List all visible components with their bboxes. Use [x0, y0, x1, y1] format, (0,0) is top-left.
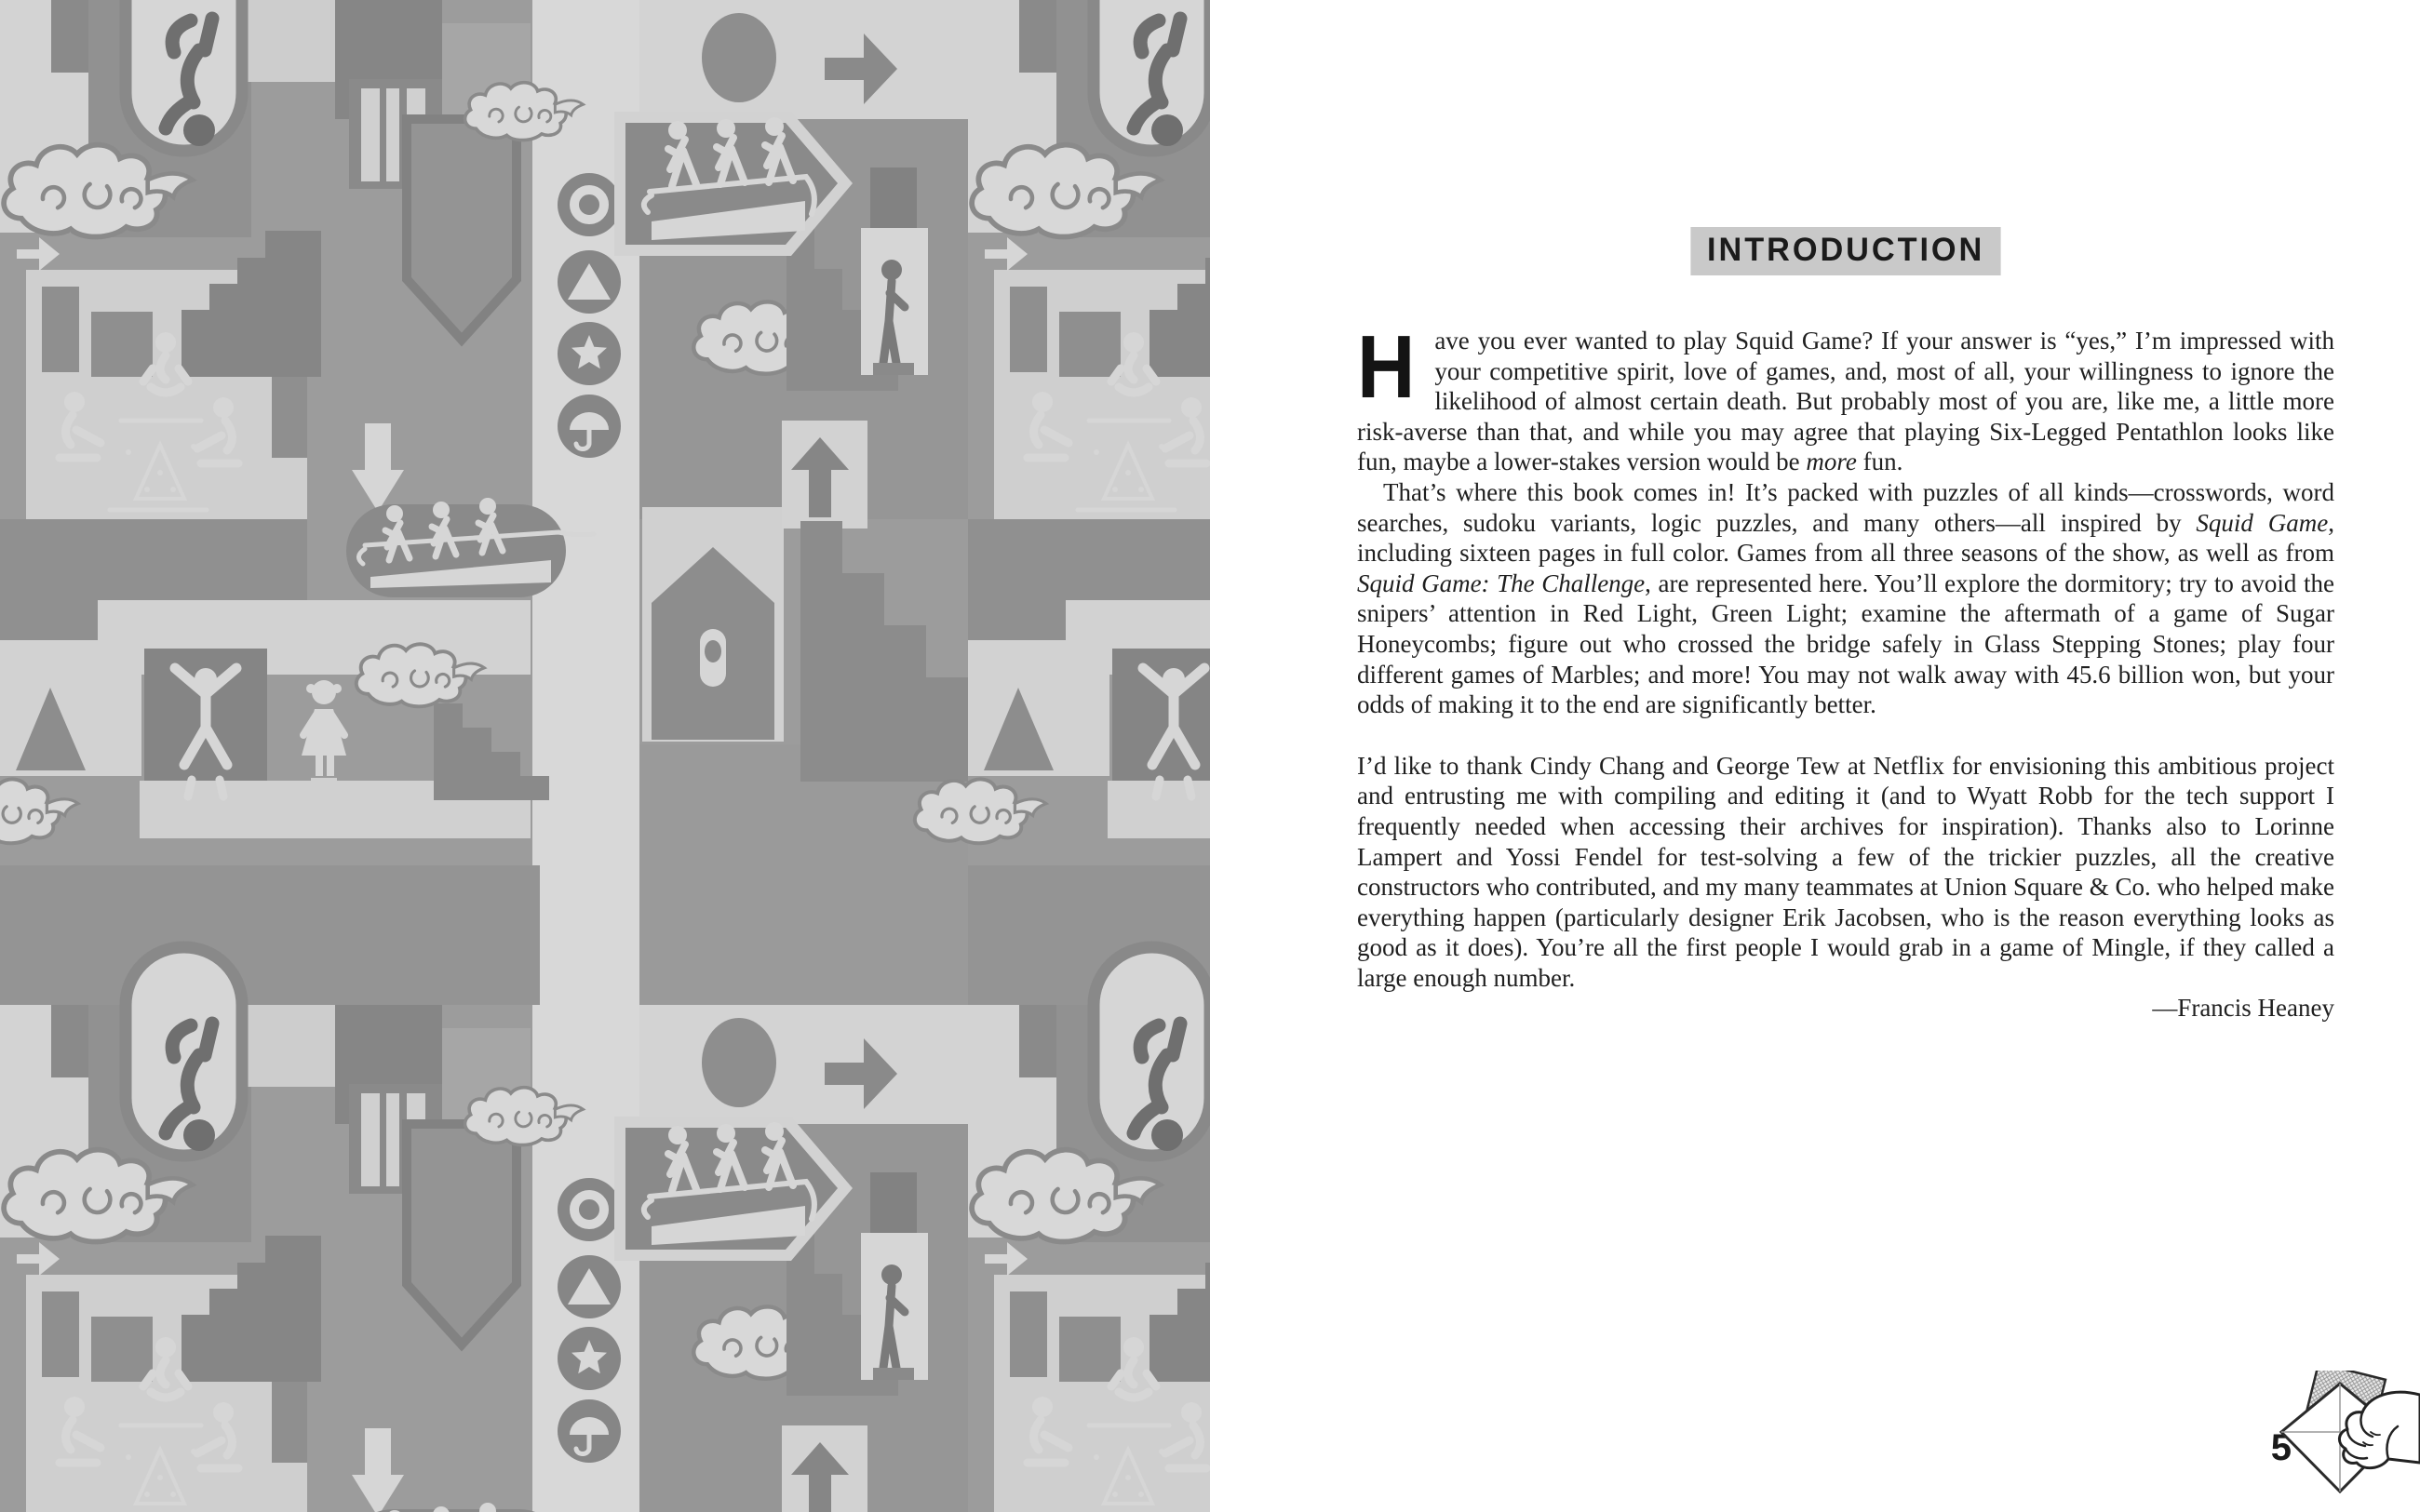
text-column	[1357, 227, 2334, 1024]
hand-throwing-ddakji-illustration	[2274, 1371, 2420, 1512]
page-title: INTRODUCTION	[1690, 227, 2001, 275]
drop-cap: H	[1357, 317, 1416, 417]
right-page	[1210, 0, 2420, 1512]
author-signature: —Francis Heaney	[2152, 994, 2334, 1023]
page-number: 5	[2270, 1427, 2292, 1468]
paragraph-3: I’d like to thank Cindy Chang and George Tew at Netflix for envisioning this ambitious project and entrusting me with compiling and editing it (and to Wyatt Robb for the tech support I frequently needed when accessing their archives for inspiration). Thanks also to Lorinne Lampert and Yossi Fendel for test-solving a few of the trickier puzzles, all the creative constructors who contributed, and my many teammates at Union Square & Co. who helped make everything happen (particularly designer Erik Jacobsen, who is the reason everything looks as good as it does). You’re all the first people I would grab in a game of Mingle, if they called a large enough number.	[1357, 751, 2334, 992]
paragraph-1-text: ave you ever wanted to play Squid Game? If your answer is “yes,” I’m impressed with your competitive spirit, love of games, and, most of all, your willingness to ignore the likelihood of almost certain death. But probably most of you are, like me, a little more risk-averse than that, and while you may agree that playing Six-Legged Pentathlon looks like fun, maybe a lower-stakes version would be more fun.	[1357, 327, 2334, 476]
title-row	[1357, 227, 2334, 275]
paragraph-2: That’s where this book comes in! It’s packed with puzzles of all kinds—crosswords, word searches, sudoku variants, logic puzzles, and many others—all inspired by Squid Game, including sixteen pages in full color. Games from all three seasons of the show, as well as from Squid Game: The Challenge, are represented here. You’ll explore the dormitory; try to avoid the snipers’ attention in Red Light, Green Light; examine the aftermath of a game of Sugar Honeycombs; figure out who crossed the bridge safely in Glass Stepping Stones; play four different games of Marbles; and more! You may not walk away with 45.6 billion won, but your odds of making it to the end are significantly better.	[1357, 477, 2334, 719]
paragraph-1	[1357, 317, 2334, 477]
